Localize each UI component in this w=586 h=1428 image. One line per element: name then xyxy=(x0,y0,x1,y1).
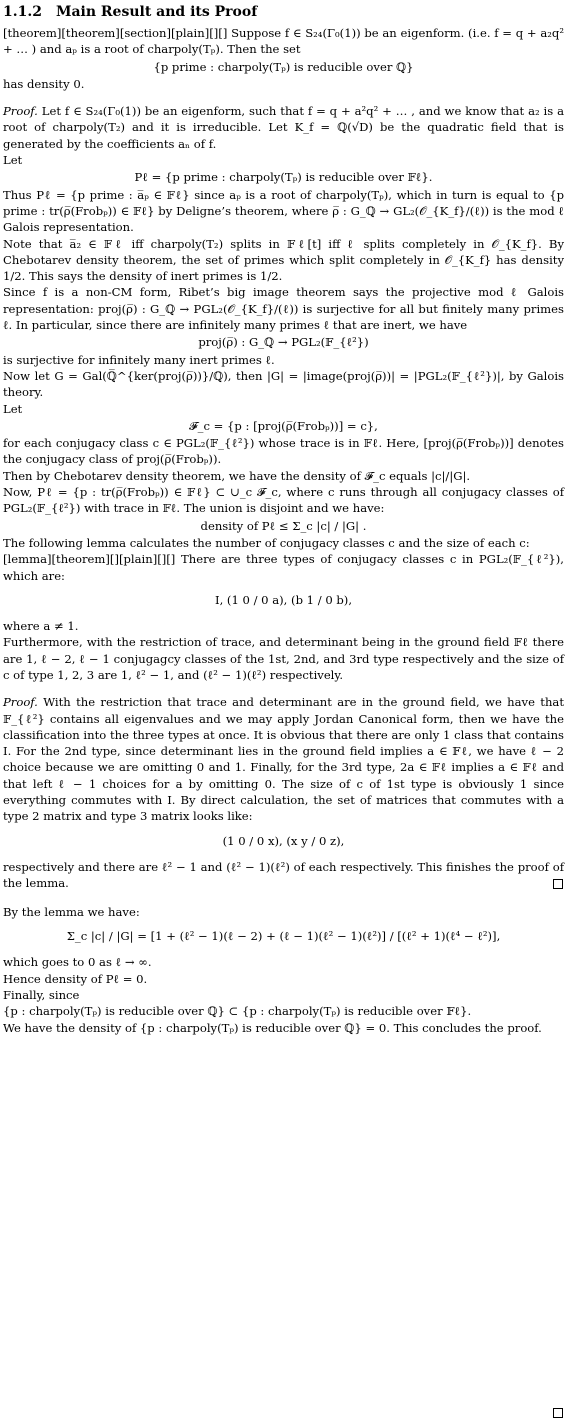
section-number: 1.1.2 xyxy=(3,4,42,20)
final-paragraph-4: Finally, since xyxy=(3,988,80,1003)
section-title: Main Result and its Proof xyxy=(55,4,258,20)
display-density-bound: density of Pℓ ≤ Σ_c |c| / |G| . xyxy=(200,518,367,533)
proof-label: Proof. xyxy=(3,104,38,119)
proof-paragraph-7: for each conjugacy class c ∈ PGL₂(𝔽_{ℓ²}) whose trace is in 𝔽ℓ. Here, [proj(ρ̅(Frobₚ))] denotes the conjugacy class of proj(ρ̅(Frobₚ)). xyxy=(3,436,564,467)
final-paragraph-3: Hence density of Pℓ = 0. xyxy=(3,971,148,986)
lemma-display-matrices: I, (1 0 / 0 a), (b 1 / 0 b), xyxy=(214,592,353,607)
proof-paragraph-2: Thus Pℓ = {p prime : a̅ₚ ∈ 𝔽ℓ} since aₚ is a root of charpoly(Tₚ), which in turn is equal to {p prime : tr(ρ̅(Frobₚ)) ∈ 𝔽ℓ} by Deligne’s theorem, where ρ̅ : G_ℚ → GL₂(𝒪_{K_f}/(ℓ)) is the mod ℓ Galois representation. xyxy=(3,187,564,235)
qed-box-lemma xyxy=(3,877,564,893)
lemma-proof-text: With the restriction that trace and determinant are in the ground field, we have that 𝔽_{ℓ²} contains all eigenvalues and we may apply Jordan Canonical form, then we have the classification into the three types at once. It is obvious that there are only 1 class that contains I. For the 2nd type, since determinant lies in the ground field implies a ∈ 𝔽ℓ, we have ℓ − 2 choice because we are omitting 0 and 1. Finally, for the 3rd type, 2a ∈ 𝔽ℓ implies a ∈ 𝔽ℓ and that left ℓ − 1 choices for a by omitting 0. The size of c of 1st type is obviously 1 since everything commutes with I. By direct calculation, the set of matrices that commutes with a type 2 matrix and type 3 matrix looks like: xyxy=(3,695,565,824)
lemma-proof-display-matrices: (1 0 / 0 x), (x y / 0 z), xyxy=(222,833,345,848)
proof-paragraph-6: Now let G = Gal(ℚ̅^{ker(proj(ρ̅))}/ℚ), then |G| = |image(proj(ρ̅))| = |PGL₂(𝔽_{ℓ²})|, by Galois theory. xyxy=(3,368,564,400)
lemma-condition: where a ≠ 1. xyxy=(3,619,79,634)
qed-box-theorem xyxy=(553,1406,564,1422)
proof-text-1: Let f ∈ S₂₄(Γ₀(1)) be an eigenform, such that f = q + a²q² + … , and we know that a₂ is a root of charpoly(T₂) and it is irreducible. Let K_f = ℚ(√D) be the quadratic field that is generated by the coefficients aₙ of f. xyxy=(3,104,565,151)
lemma-proof-paragraph xyxy=(3,694,564,824)
proof-paragraph-3: Note that a̅₂ ∈ 𝔽ℓ iff charpoly(T₂) splits in 𝔽ℓ[t] iff ℓ splits completely in 𝒪_{K_f}. By Chebotarev density theorem, the set of primes which split completely in 𝒪_{K_f} has density 1/2. This says the density of inert primes is 1/2. xyxy=(3,236,564,284)
proof-paragraph-10: The following lemma calculates the number of conjugacy classes c and the size of each c: xyxy=(3,535,530,550)
let-line-1: Let xyxy=(3,153,23,168)
qed-square-icon xyxy=(553,879,563,889)
lemma-furthermore: Furthermore, with the restriction of trace, and determinant being in the ground field 𝔽ℓ there are 1, ℓ − 2, ℓ − 1 conjugagcy classes of the 1st, 2nd, and 3rd type respectively and the size of c of type 1, 2, 3 are 1, ℓ² − 1, and (ℓ² − 1)(ℓ²) respectively. xyxy=(3,635,564,682)
theorem-display-set: {p prime : charpoly(Tₚ) is reducible over ℚ} xyxy=(153,59,414,74)
final-paragraph-6: We have the density of {p : charpoly(Tₚ) is reducible over ℚ} = 0. This concludes the proof. xyxy=(3,1020,542,1035)
proof-paragraph-8: Then by Chebotarev density theorem, we have the density of 𝓕_c equals |c|/|G|. xyxy=(3,468,471,483)
proof-paragraph-1 xyxy=(3,103,564,152)
final-display-sum: Σ_c |c| / |G| = [1 + (ℓ² − 1)(ℓ − 2) + (ℓ − 1)(ℓ² − 1)(ℓ²)] / [(ℓ² + 1)(ℓ⁴ − ℓ²)], xyxy=(66,929,501,944)
proof-paragraph-4: Since f is a non-CM form, Ribet’s big image theorem says the projective mod ℓ Galois representation: proj(ρ̅) : G_ℚ → PGL₂(𝒪_{K_f}/(ℓ)) is surjective for all but finitely many primes ℓ. In particular, since there are infinitely many primes ℓ that are inert, we have xyxy=(3,285,564,333)
final-paragraph-2: which goes to 0 as ℓ → ∞. xyxy=(3,955,152,970)
display-proj-rho: proj(ρ̅) : G_ℚ → PGL₂(𝔽_{ℓ²}) xyxy=(198,335,369,350)
lemma-statement: [lemma][theorem][][plain][][] There are three types of conjugacy classes c in PGL₂(𝔽_{ℓ²}), which are: xyxy=(3,552,564,583)
section-heading xyxy=(3,3,564,21)
theorem-statement: [theorem][theorem][section][plain][][] Suppose f ∈ S₂₄(Γ₀(1)) be an eigenform. (i.e. f = q + a₂q² + … ) and aₚ is a root of charpoly(Tₚ). Then the set xyxy=(3,26,564,57)
proof-paragraph-5: is surjective for infinitely many inert primes ℓ. xyxy=(3,352,275,367)
final-paragraph-1: By the lemma we have: xyxy=(3,904,140,919)
display-p-ell: Pℓ = {p prime : charpoly(Tₚ) is reducible over 𝔽ℓ}. xyxy=(134,170,433,185)
let-line-2: Let xyxy=(3,401,23,416)
display-f-c: 𝓕_c = {p : [proj(ρ̅(Frobₚ))] = c}, xyxy=(189,418,378,433)
final-paragraph-5: {p : charpoly(Tₚ) is reducible over ℚ} ⊂ {p : charpoly(Tₚ) is reducible over 𝔽ℓ}. xyxy=(3,1004,472,1019)
lemma-proof-label: Proof. xyxy=(3,695,38,710)
theorem-conclusion: has density 0. xyxy=(3,76,85,91)
lemma-proof-conclusion: respectively and there are ℓ² − 1 and (ℓ² − 1)(ℓ²) of each respectively. This finishes the proof of the lemma. xyxy=(3,859,564,891)
qed-square-icon xyxy=(553,1408,563,1418)
proof-paragraph-9: Now, Pℓ = {p : tr(ρ̅(Frobₚ)) ∈ 𝔽ℓ} ⊂ ∪_c 𝓕_c, where c runs through all conjugacy classes of PGL₂(𝔽_{ℓ²}) with trace in 𝔽ℓ. The union is disjoint and we have: xyxy=(3,485,564,516)
